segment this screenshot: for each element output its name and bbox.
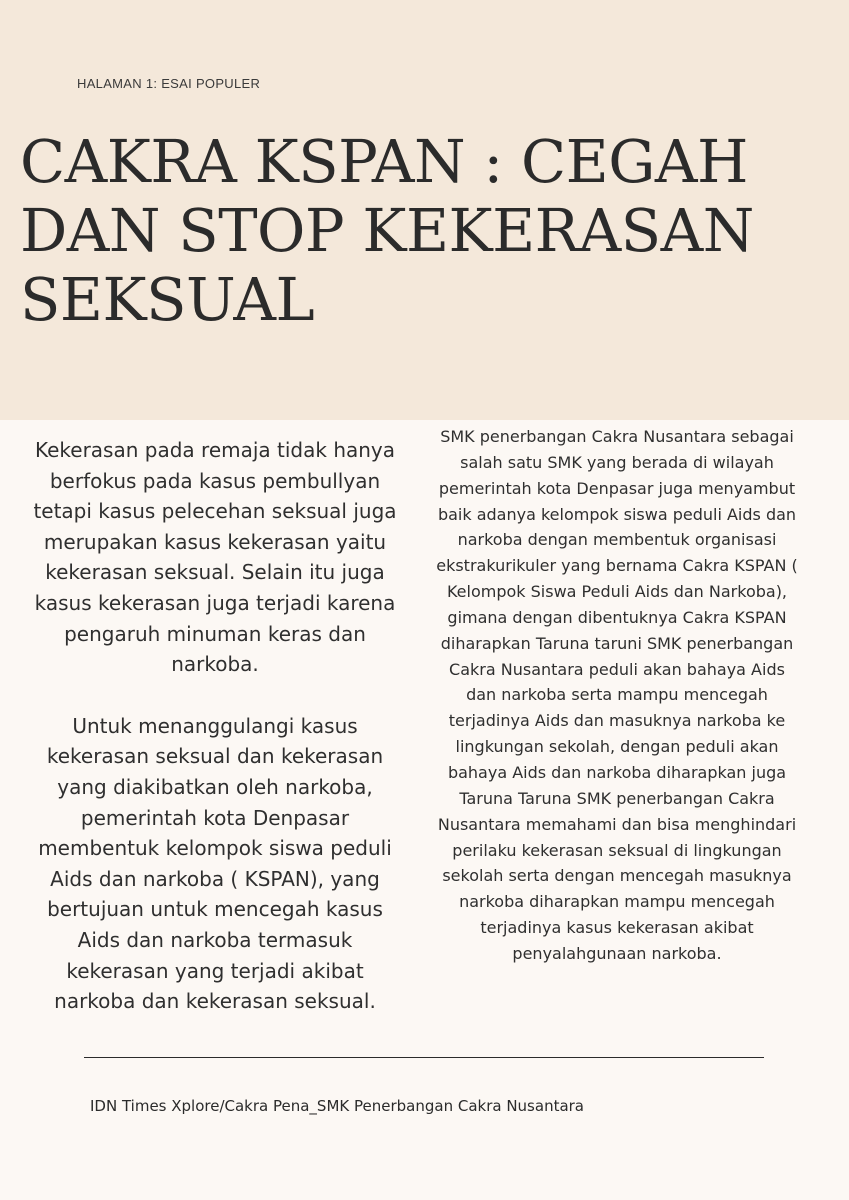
left-paragraph-1: Kekerasan pada remaja tidak hanya berfokus pada kasus pembullyan tetapi kasus pelecehan seksual juga merupakan kasus kekerasan yaitu kekerasan seksual. Selain itu juga kasus kekerasan juga terjadi karena pengaruh minuman keras dan narkoba. — [33, 438, 397, 677]
footer-credit: IDN Times Xplore/Cakra Pena_SMK Penerbangan Cakra Nusantara — [90, 1097, 585, 1115]
left-paragraph-2: Untuk menanggulangi kasus kekerasan seksual dan kekerasan yang diakibatkan oleh narkoba, pemerintah kota Denpasar membentuk kelompok siswa peduli Aids dan narkoba ( KSPAN), yang bertujuan untuk mencegah kasus Aids dan narkoba termasuk kekerasan yang terjadi akibat narkoba dan kekerasan seksual. — [38, 713, 392, 1014]
left-column — [30, 435, 400, 1017]
footer-divider — [84, 1057, 764, 1058]
page-title: CAKRA KSPAN : CEGAH DAN STOP KEKERASAN SEKSUAL — [20, 127, 754, 334]
page-label: HALAMAN 1: ESAI POPULER — [77, 76, 261, 91]
header-banner — [0, 0, 849, 420]
right-column — [432, 424, 802, 967]
right-paragraph-1: SMK penerbangan Cakra Nusantara sebagai salah satu SMK yang berada di wilayah pemerintah kota Denpasar juga menyambut baik adanya kelompok siswa peduli Aids dan narkoba dengan membentuk organisasi ekstrakurikuler yang bernama Cakra KSPAN ( Kelompok Siswa Peduli Aids dan Narkoba), gimana dengan dibentuknya Cakra KSPAN diharapkan Taruna taruni SMK penerbangan Cakra Nusantara peduli akan bahaya Aids dan narkoba serta mampu mencegah terjadinya Aids dan masuknya narkoba ke lingkungan sekolah, dengan peduli akan bahaya Aids dan narkoba diharapkan juga Taruna Taruna SMK penerbangan Cakra Nusantara memahami dan bisa menghindari perilaku kekerasan seksual di lingkungan sekolah serta dengan mencegah masuknya narkoba diharapkan mampu mencegah terjadinya kasus kekerasan akibat penyalahgunaan narkoba. — [436, 427, 798, 963]
